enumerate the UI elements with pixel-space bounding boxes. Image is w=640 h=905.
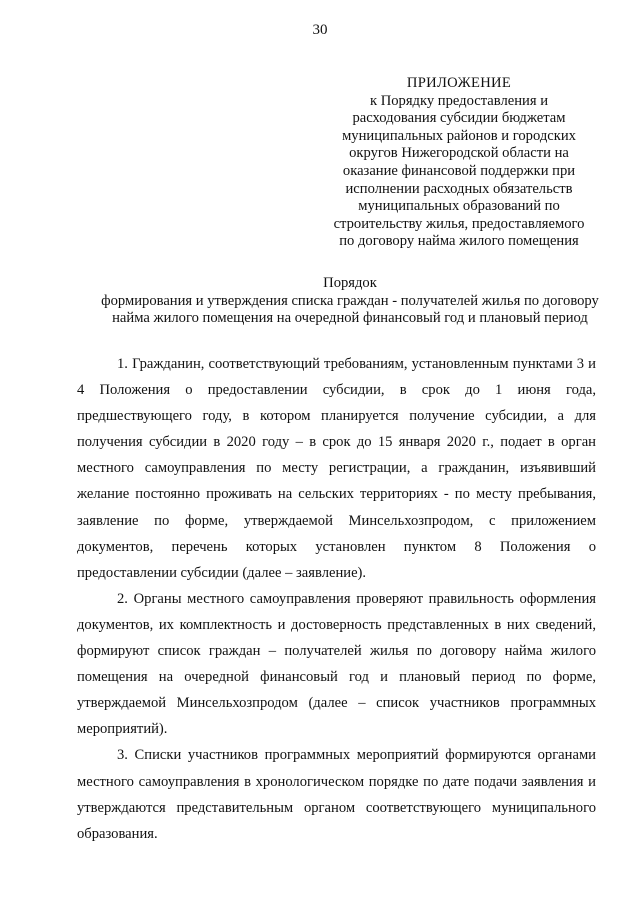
order-header [60, 275, 640, 328]
appendix-line: муниципальных районов и городских [342, 127, 576, 144]
paragraph-2: 2. Органы местного самоуправления проверяют правильность оформления документов, их комплектность и достоверность представленных в них сведений, формируют список граждан – получателей жилья по договору найма жилого помещения на очередной финансовый год и плановый период по форме, утверждаемой Минсельхозпродом (далее – список участников программных мероприятий). [77, 590, 596, 738]
page-number: 30 [312, 22, 328, 38]
order-heading: Порядок [323, 275, 377, 291]
appendix-line: к Порядку предоставления и [369, 92, 549, 109]
appendix-line: округов Нижегородской области на [349, 145, 569, 162]
paragraph-3: 3. Списки участников программных мероприятий формируются органами местного самоуправления в хронологическом порядке по дате подачи заявления и утверждаются представительным органом соответствующего муниципального образования. [77, 747, 596, 842]
appendix-title: ПРИЛОЖЕНИЕ [406, 75, 512, 91]
appendix-line: по договору найма жилого помещения [339, 233, 579, 250]
appendix-line: строительству жилья, предоставляемого [333, 215, 585, 232]
order-subtitle-line: найма жилого помещения на очередной финансовый год и плановый период [112, 310, 588, 326]
appendix-line: расходования субсидии бюджетам [352, 110, 566, 127]
paragraph-1: 1. Гражданин, соответствующий требованиям, установленным пунктами 3 и 4 Положения о предоставлении субсидии, в срок до 1 июня года, предшествующего году, в котором планируется получение субсидии, а для получения субсидии в 2020 году – в срок до 15 января 2020 г., подает в орган местного самоуправления по месту регистрации, а гражданин, изъявивший желание постоянно проживать на сельских территориях - по месту пребывания, заявление по форме, утверждаемой Минсельхозпродом, с приложением документов, перечень которых установлен пунктом 8 Положения о предоставлении субсидии (далее – заявление). [77, 356, 596, 581]
document-body [77, 351, 596, 847]
appendix-line: муниципальных образований по [358, 198, 560, 215]
appendix-line: исполнении расходных обязательств [345, 180, 573, 197]
order-subtitle-line: формирования и утверждения списка граждан - получателей жилья по договору [101, 292, 599, 309]
appendix-line: оказание финансовой поддержки при [342, 162, 576, 179]
appendix-block [310, 75, 608, 251]
